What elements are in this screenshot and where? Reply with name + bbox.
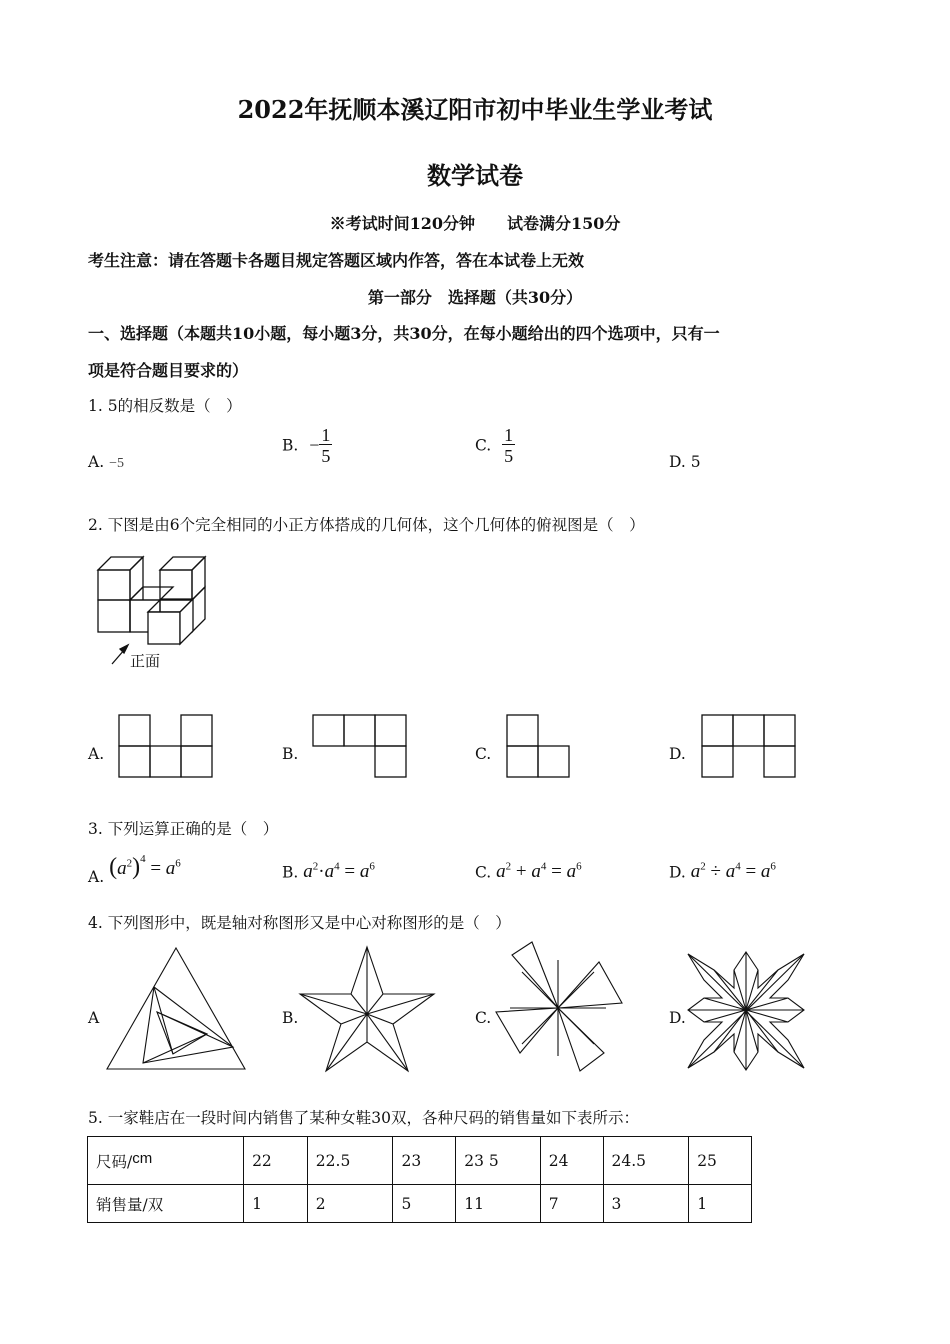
- q4-option-a-figure[interactable]: [105, 946, 247, 1071]
- q5-size-cell: 25: [689, 1137, 752, 1185]
- q2-stem: 2. 下图是由6个完全相同的小正方体搭成的几何体，这个几何体的俯视图是（ ）: [88, 516, 645, 534]
- q1-c-fraction: [502, 426, 515, 465]
- q4-c-label[interactable]: C.: [475, 1009, 492, 1027]
- q5-sales-cell: 1: [689, 1185, 752, 1223]
- q5-size-cell: 24.5: [603, 1137, 689, 1185]
- q5-size-cell: 23: [393, 1137, 456, 1185]
- q1-b-denominator: 5: [321, 446, 331, 466]
- q3-c-expression: $a^2 + a^4 = a^6$: [496, 861, 582, 883]
- q3-option-c[interactable]: [475, 861, 582, 883]
- q2-front-label: 正面: [130, 652, 161, 670]
- q4-option-d-figure[interactable]: [686, 950, 806, 1072]
- q5-sales-cell: 2: [307, 1185, 393, 1223]
- q1-b-numerator: 1: [321, 425, 331, 445]
- q4-option-c-figure[interactable]: [492, 940, 626, 1075]
- q3-option-a[interactable]: [88, 853, 181, 886]
- q4-option-b-figure[interactable]: [298, 944, 436, 1074]
- section-heading-line1: 一、选择题（本题共10小题，每小题3分，共30分，在每小题给出的四个选项中，只有一: [88, 324, 720, 343]
- q2-option-c-figure[interactable]: [506, 714, 572, 779]
- q3-b-label: B.: [282, 863, 299, 882]
- q4-a-label[interactable]: A: [88, 1009, 100, 1027]
- q5-sales-cell: 3: [603, 1185, 689, 1223]
- q2-c-label[interactable]: C.: [475, 745, 492, 763]
- q2-a-label[interactable]: A.: [88, 745, 105, 763]
- q3-a-expression: $(a^2)^4 = a^6$: [109, 853, 181, 880]
- q1-c-label: C.: [475, 436, 492, 455]
- q1-c-denominator: 5: [504, 446, 514, 466]
- q5-size-cell: 23 5: [456, 1137, 541, 1185]
- q3-c-label: C.: [475, 863, 492, 882]
- q3-option-b[interactable]: [282, 861, 375, 883]
- q5-row1-header: 尺码/cm: [88, 1137, 244, 1185]
- q1-c-numerator: 1: [504, 425, 514, 445]
- q3-stem: 3. 下列运算正确的是（ ）: [88, 820, 279, 838]
- q2-option-a-figure[interactable]: [118, 714, 214, 779]
- q5-size-cell: 22: [244, 1137, 308, 1185]
- q1-option-d[interactable]: D. 5: [669, 453, 701, 471]
- q1-option-b[interactable]: [282, 426, 332, 465]
- q3-a-label: A.: [88, 868, 105, 886]
- exam-subtitle: 数学试卷: [427, 161, 523, 190]
- q4-stem: 4. 下列图形中，既是轴对称图形又是中心对称图形的是（ ）: [88, 914, 511, 932]
- exam-info: ※考试时间120分钟 试卷满分150分: [329, 214, 621, 233]
- q1-a-value: −5: [109, 456, 124, 471]
- q3-d-expression: $a^2 \div a^4 = a^6$: [690, 861, 776, 883]
- q3-option-d[interactable]: [669, 861, 776, 883]
- q1-option-c[interactable]: [475, 426, 515, 465]
- exam-notice: 考生注意：请在答题卡各题目规定答题区域内作答，答在本试卷上无效: [88, 251, 585, 270]
- q4-d-label[interactable]: D.: [669, 1009, 686, 1027]
- q1-b-fraction: [319, 426, 332, 465]
- q3-d-label: D.: [669, 863, 686, 882]
- q5-stem: 5. 一家鞋店在一段时间内销售了某种女鞋30双，各种尺码的销售量如下表所示：: [88, 1109, 639, 1127]
- q5-sales-cell: 11: [456, 1185, 541, 1223]
- q5-sales-cell: 1: [244, 1185, 308, 1223]
- q1-stem: 1. 5的相反数是（ ）: [88, 397, 242, 415]
- table-row: [88, 1185, 752, 1223]
- q5-sales-cell: 5: [393, 1185, 456, 1223]
- q2-option-b-figure[interactable]: [312, 714, 408, 779]
- q1-b-sign: −: [309, 435, 320, 455]
- q4-b-label[interactable]: B.: [282, 1009, 299, 1027]
- table-row: [88, 1137, 752, 1185]
- q5-sales-cell: 7: [540, 1185, 603, 1223]
- q2-d-label[interactable]: D.: [669, 745, 686, 763]
- part-title: 第一部分 选择题（共30分）: [367, 288, 583, 307]
- q1-option-a[interactable]: [88, 453, 124, 472]
- q5-sales-table: [87, 1136, 752, 1223]
- q5-row2-header: 销售量/双: [88, 1185, 244, 1223]
- q2-option-d-figure[interactable]: [701, 714, 797, 779]
- exam-title: 2022年抚顺本溪辽阳市初中毕业生学业考试: [237, 95, 713, 124]
- q5-size-cell: 24: [540, 1137, 603, 1185]
- q1-a-label: A.: [88, 453, 105, 471]
- q3-b-expression: $a^2\cdot a^4 = a^6$: [303, 861, 375, 883]
- section-heading-line2: 项是符合题目要求的）: [88, 361, 249, 380]
- q5-size-cell: 22.5: [307, 1137, 393, 1185]
- q2-b-label[interactable]: B.: [282, 745, 299, 763]
- q1-b-label: B.: [282, 436, 299, 455]
